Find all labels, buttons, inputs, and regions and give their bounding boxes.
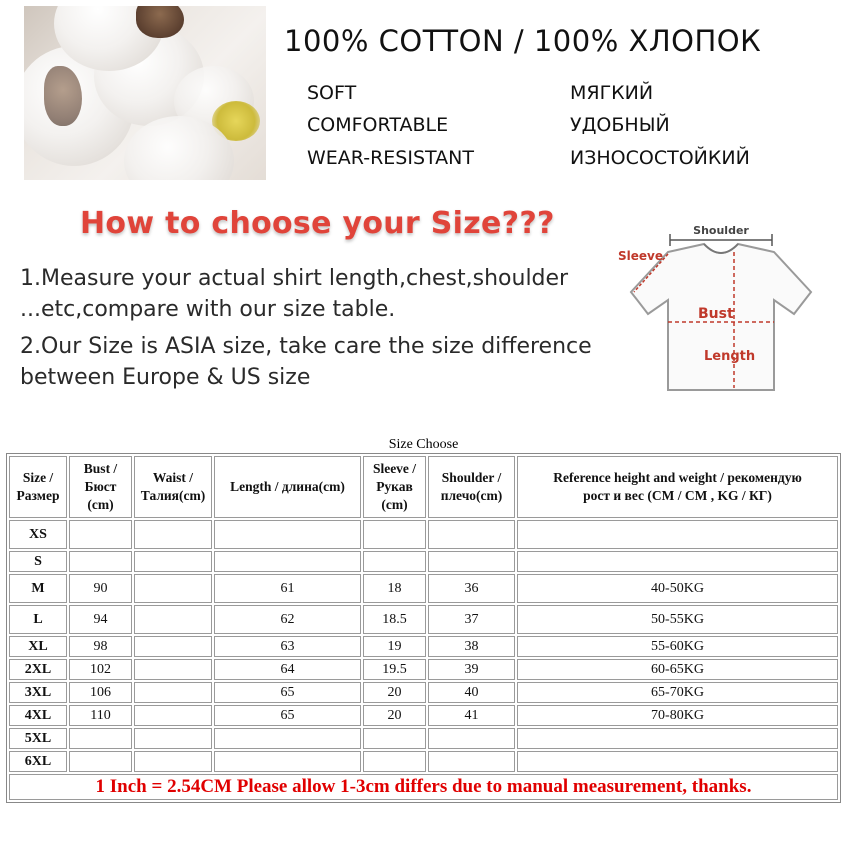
table-row bbox=[9, 751, 838, 772]
cell-sleeve: 18 bbox=[363, 574, 426, 603]
cell-bust bbox=[69, 751, 132, 772]
cell-sleeve: 18.5 bbox=[363, 605, 426, 634]
header-reference: Reference height and weight / рекомендую рост и вес (CM / CM , KG / КГ) bbox=[517, 456, 838, 518]
cell-size: 6XL bbox=[9, 751, 67, 772]
cell-bust: 110 bbox=[69, 705, 132, 726]
table-header-row bbox=[9, 456, 838, 518]
cell-reference: 55-60KG bbox=[517, 636, 838, 657]
cell-shoulder bbox=[428, 728, 515, 749]
feature-en-soft: SOFT bbox=[307, 82, 357, 104]
table-row bbox=[9, 551, 838, 572]
cell-length: 61 bbox=[214, 574, 361, 603]
tshirt-measurement-diagram bbox=[606, 222, 836, 394]
cell-waist bbox=[134, 728, 212, 749]
cell-waist bbox=[134, 636, 212, 657]
cell-bust: 94 bbox=[69, 605, 132, 634]
cell-shoulder: 37 bbox=[428, 605, 515, 634]
instruction-line-4: between Europe & US size bbox=[20, 365, 311, 390]
table-row bbox=[9, 520, 838, 549]
cell-reference: 40-50KG bbox=[517, 574, 838, 603]
cell-length: 64 bbox=[214, 659, 361, 680]
cell-size: 3XL bbox=[9, 682, 67, 703]
cell-waist bbox=[134, 574, 212, 603]
feature-en-comfortable: COMFORTABLE bbox=[307, 114, 449, 136]
label-sleeve: Sleeve bbox=[618, 249, 663, 263]
cell-length: 65 bbox=[214, 705, 361, 726]
cell-waist bbox=[134, 751, 212, 772]
table-footnote-row bbox=[9, 774, 838, 800]
cell-bust: 106 bbox=[69, 682, 132, 703]
label-bust: Bust bbox=[698, 306, 734, 322]
cell-reference bbox=[517, 551, 838, 572]
cell-sleeve bbox=[363, 751, 426, 772]
cell-size: XL bbox=[9, 636, 67, 657]
cell-waist bbox=[134, 705, 212, 726]
instruction-line-2: ...etc,compare with our size table. bbox=[20, 297, 396, 322]
table-row bbox=[9, 728, 838, 749]
feature-ru-comfortable: УДОБНЫЙ bbox=[570, 114, 670, 136]
size-table bbox=[6, 453, 841, 803]
cell-sleeve bbox=[363, 728, 426, 749]
table-row bbox=[9, 682, 838, 703]
cell-sleeve: 19 bbox=[363, 636, 426, 657]
feature-ru-soft: МЯГКИЙ bbox=[570, 82, 654, 104]
table-row bbox=[9, 705, 838, 726]
label-shoulder: Shoulder bbox=[693, 224, 749, 237]
cell-shoulder: 41 bbox=[428, 705, 515, 726]
cell-size: S bbox=[9, 551, 67, 572]
cell-waist bbox=[134, 520, 212, 549]
cell-bust bbox=[69, 728, 132, 749]
cell-waist bbox=[134, 659, 212, 680]
table-row bbox=[9, 605, 838, 634]
measurement-footnote: 1 Inch = 2.54CM Please allow 1-3cm differs due to manual measurement, thanks. bbox=[9, 774, 838, 800]
cotton-headline: 100% COTTON / 100% ХЛОПОК bbox=[284, 24, 762, 58]
table-row bbox=[9, 636, 838, 657]
feature-en-wear-resistant: WEAR-RESISTANT bbox=[307, 147, 474, 169]
cell-bust bbox=[69, 551, 132, 572]
table-row bbox=[9, 659, 838, 680]
cell-size: 2XL bbox=[9, 659, 67, 680]
cell-shoulder: 38 bbox=[428, 636, 515, 657]
cell-length: 65 bbox=[214, 682, 361, 703]
cell-length bbox=[214, 751, 361, 772]
cell-length: 63 bbox=[214, 636, 361, 657]
table-row bbox=[9, 574, 838, 603]
cell-bust bbox=[69, 520, 132, 549]
cell-length bbox=[214, 520, 361, 549]
cell-sleeve bbox=[363, 520, 426, 549]
cell-size: 5XL bbox=[9, 728, 67, 749]
cell-bust: 90 bbox=[69, 574, 132, 603]
instruction-line-3: 2.Our Size is ASIA size, take care the size difference bbox=[20, 334, 592, 359]
cell-reference: 70-80KG bbox=[517, 705, 838, 726]
cell-waist bbox=[134, 551, 212, 572]
cell-size: 4XL bbox=[9, 705, 67, 726]
cell-bust: 102 bbox=[69, 659, 132, 680]
cell-shoulder bbox=[428, 751, 515, 772]
cell-reference bbox=[517, 728, 838, 749]
cell-shoulder: 36 bbox=[428, 574, 515, 603]
cell-waist bbox=[134, 605, 212, 634]
header-sleeve: Sleeve / Рукав (cm) bbox=[363, 456, 426, 518]
cell-length bbox=[214, 551, 361, 572]
label-length: Length bbox=[704, 349, 756, 364]
table-caption: Size Choose bbox=[388, 437, 459, 452]
cell-reference bbox=[517, 520, 838, 549]
tshirt-svg bbox=[606, 222, 836, 394]
header-shoulder: Shoulder / плечо(cm) bbox=[428, 456, 515, 518]
header-waist: Waist / Талия(cm) bbox=[134, 456, 212, 518]
cell-reference bbox=[517, 751, 838, 772]
header-size: Size / Размер bbox=[9, 456, 67, 518]
cell-size: XS bbox=[9, 520, 67, 549]
cell-sleeve: 19.5 bbox=[363, 659, 426, 680]
cell-sleeve: 20 bbox=[363, 705, 426, 726]
size-guide-title: How to choose your Size??? bbox=[80, 206, 555, 241]
cell-shoulder bbox=[428, 520, 515, 549]
header-bust: Bust / Бюст (cm) bbox=[69, 456, 132, 518]
cell-size: L bbox=[9, 605, 67, 634]
cell-shoulder: 39 bbox=[428, 659, 515, 680]
cell-reference: 60-65KG bbox=[517, 659, 838, 680]
feature-ru-wear-resistant: ИЗНОСОСТОЙКИЙ bbox=[570, 147, 750, 169]
instruction-line-1: 1.Measure your actual shirt length,chest,shoulder bbox=[20, 266, 569, 291]
cell-sleeve: 20 bbox=[363, 682, 426, 703]
cotton-photo bbox=[24, 6, 266, 180]
cell-reference: 50-55KG bbox=[517, 605, 838, 634]
cell-shoulder: 40 bbox=[428, 682, 515, 703]
cell-waist bbox=[134, 682, 212, 703]
cell-length bbox=[214, 728, 361, 749]
cell-length: 62 bbox=[214, 605, 361, 634]
cell-size: M bbox=[9, 574, 67, 603]
cell-shoulder bbox=[428, 551, 515, 572]
cell-bust: 98 bbox=[69, 636, 132, 657]
header-length: Length / длина(cm) bbox=[214, 456, 361, 518]
cell-reference: 65-70KG bbox=[517, 682, 838, 703]
cell-sleeve bbox=[363, 551, 426, 572]
